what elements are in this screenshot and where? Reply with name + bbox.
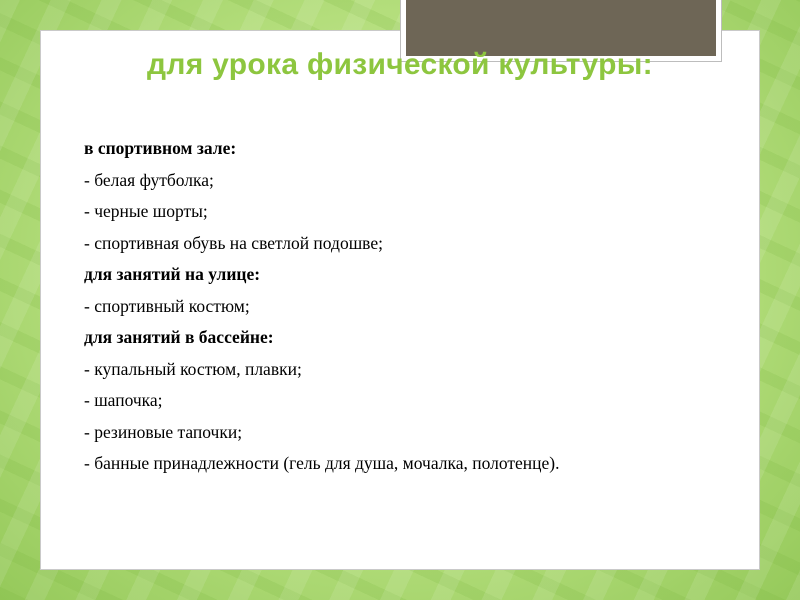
list-line-10: - резиновые тапочки;	[84, 421, 243, 442]
list-line-7: для занятий в бассейне:	[84, 327, 274, 347]
list-line-6: - спортивный костюм;	[84, 295, 250, 316]
list-line-8: - купальный костюм, плавки;	[84, 358, 302, 379]
list-line-4: - спортивная обувь на светлой подошве;	[84, 232, 383, 253]
list-line-2: - белая футболка;	[84, 169, 214, 190]
slide-content	[84, 136, 744, 483]
slide-title: для урока физической культуры:	[147, 48, 653, 81]
list-line-1: в спортивном зале:	[84, 138, 237, 158]
list-line-11: - банные принадлежности (гель для душа, мочалка, полотенце).	[84, 453, 560, 473]
list-line-3: - черные шорты;	[84, 201, 208, 221]
list-line-9: - шапочка;	[84, 390, 163, 410]
list-line-5: для занятий на улице:	[84, 264, 261, 284]
